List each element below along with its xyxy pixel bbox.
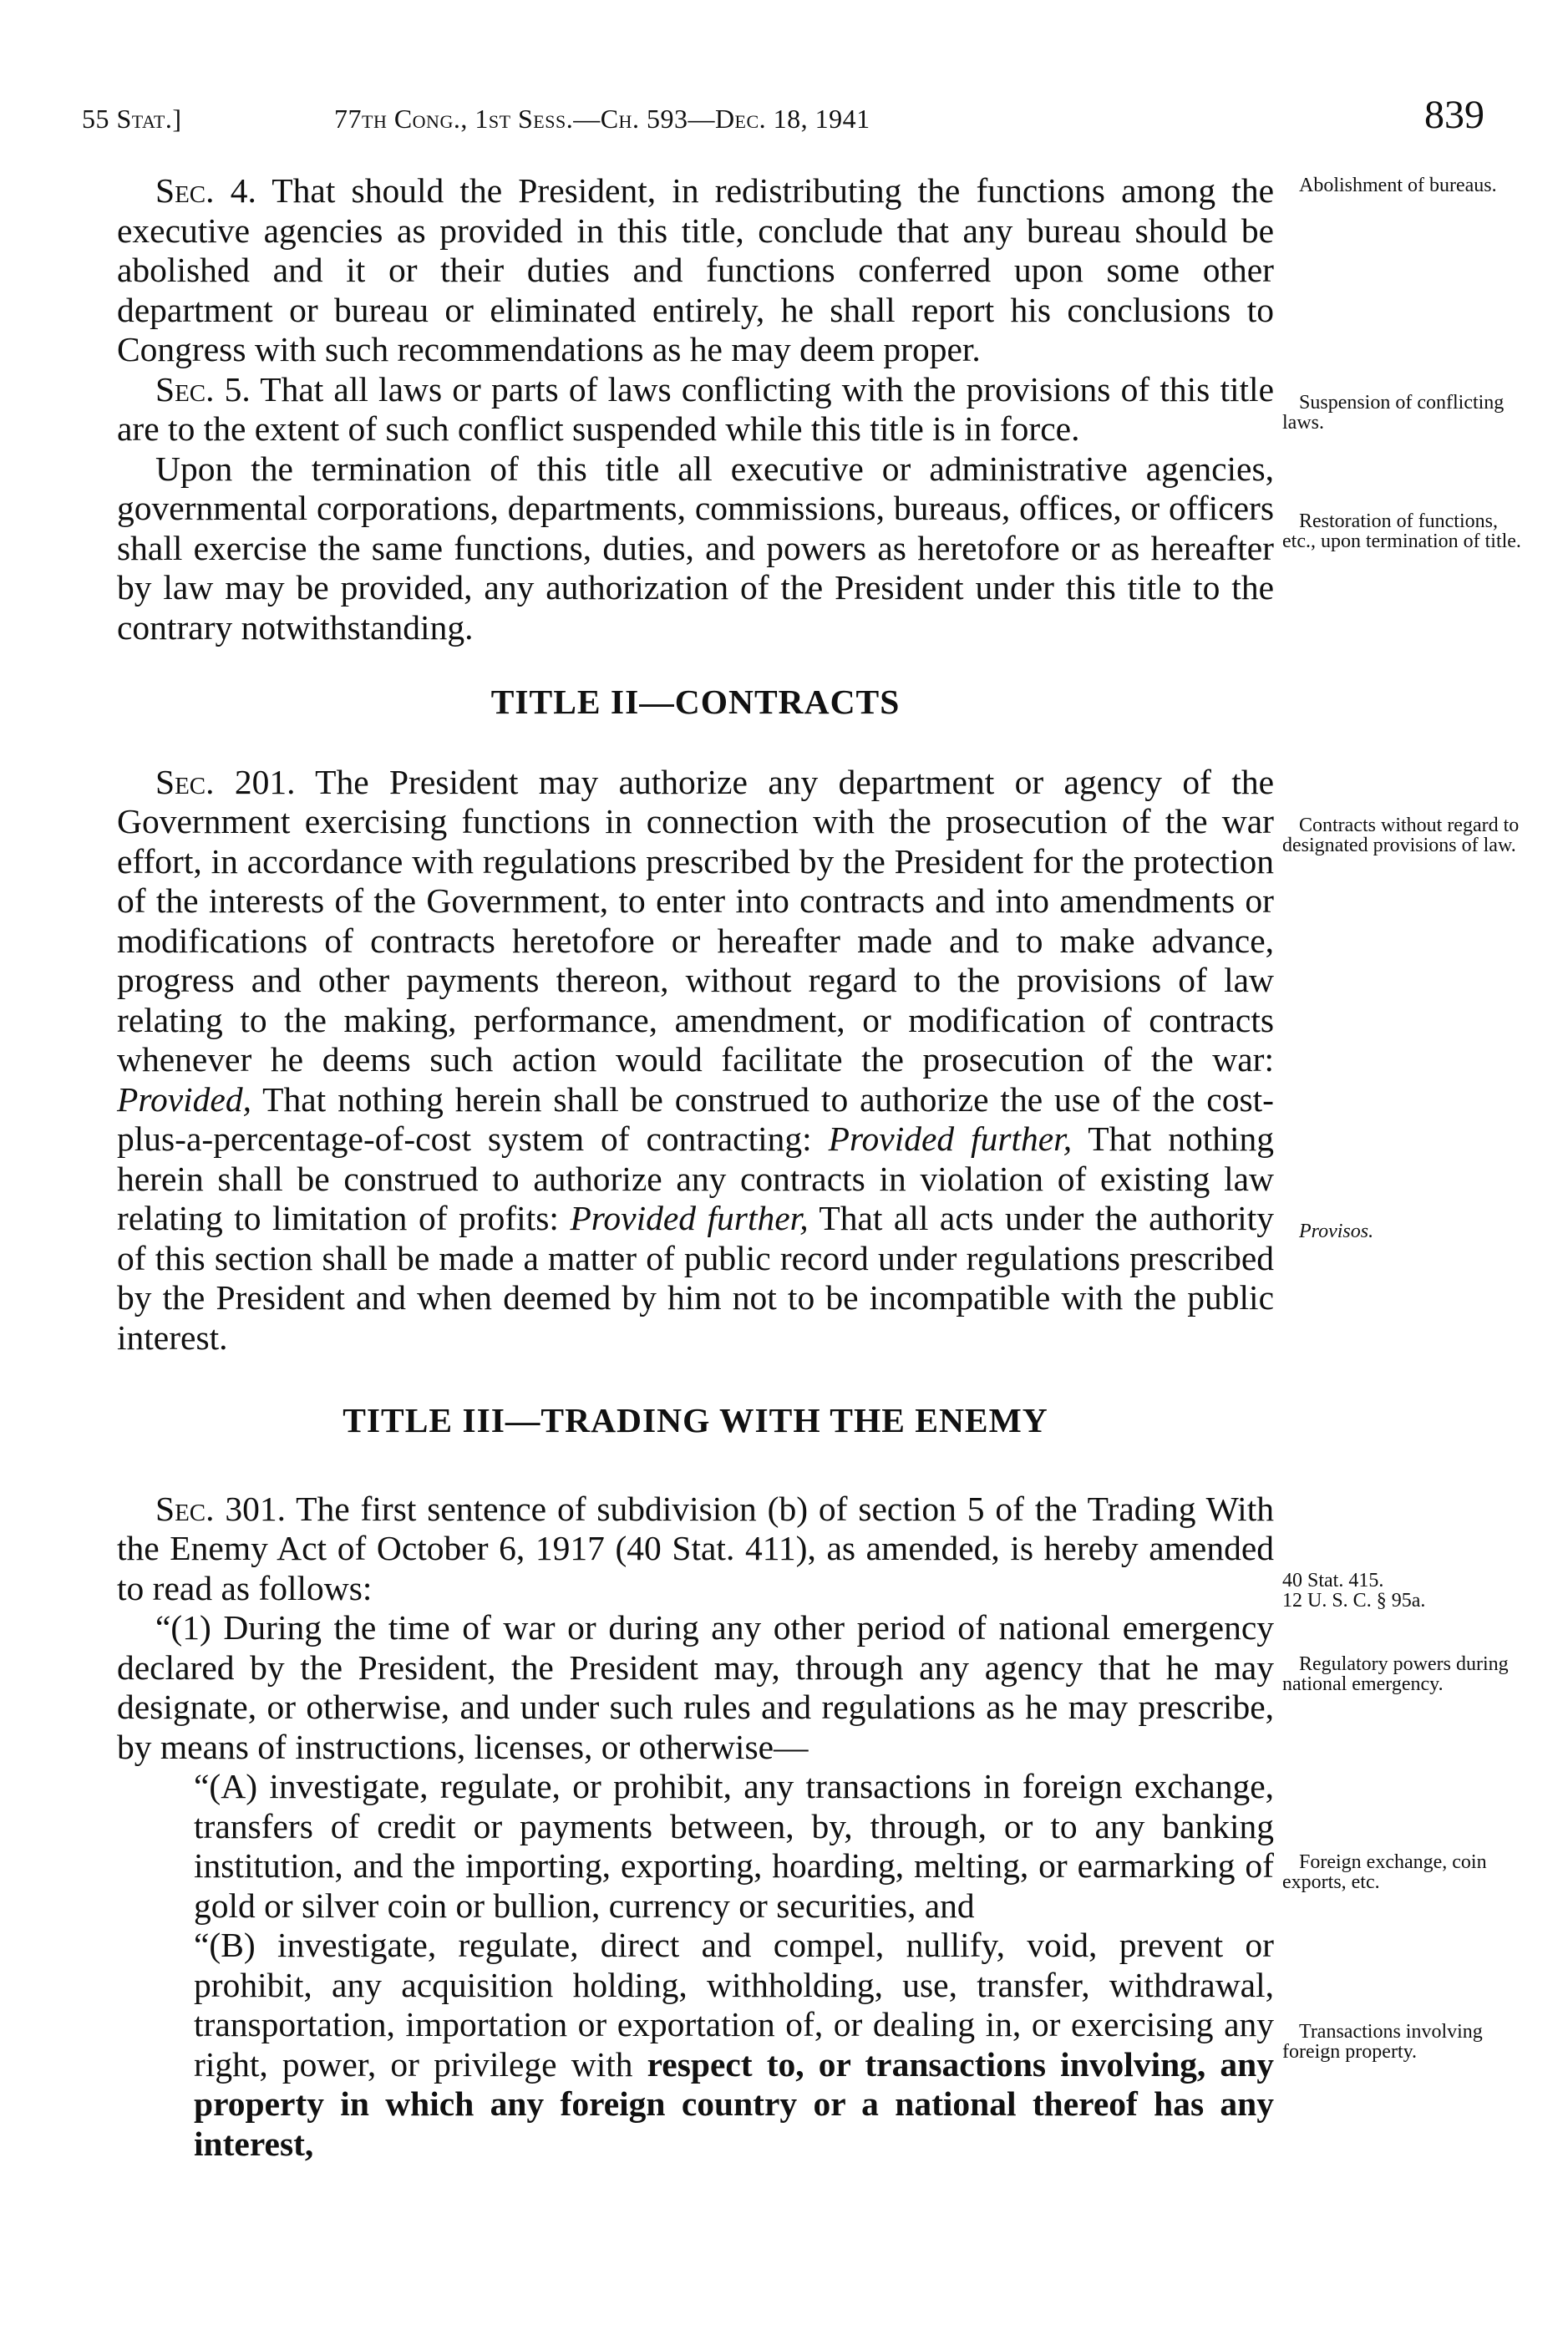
margin-note-suspension: Suspension of conflicting laws. [1282,392,1505,434]
paragraph-b-text-2: respect to, or transactions involving, any property in which any foreign country or a national thereof has any interest, [194,2044,1275,2163]
header-session: 77th Cong., 1st Sess.—Ch. 593—Dec. 18, 1941 [334,104,870,134]
termination-paragraph: Upon the termination of this title all executive or administrative agencies, governmental corporations, departments, commissions, bureaus, offices, or officers shall exercise the same functions, duties, and powers as heretofore or as hereafter by law may be provided, any authorization of the President under this title to the contrary notwithstanding. [117,449,1274,647]
margin-note-provisos: Provisos. [1299,1221,1374,1242]
proviso-2: Provided further, [828,1119,1073,1158]
proviso-1: Provided, [117,1079,251,1119]
margin-note-regulatory: Regulatory powers during national emergency. [1282,1653,1509,1695]
section-201-text-3: That nothing herein shall be construed to authorize any contracts in violation of existing law relating to limitation of profits: [117,1119,1275,1237]
paragraph-b-text-1: “(B) investigate, regulate, direct and compel, nullify, void, prevent or prohibit, any acquisition holding, withholding, use, transfer, withdrawal, transportation, importation or exportation of, or dealing in, or exercising any right, power, or privilege with [194,1926,1274,2084]
section-5-label: Sec. 5. [155,369,251,409]
section-201 [117,763,1274,1358]
margin-note-foreign-exchange: Foreign exchange, coin exports, etc. [1282,1851,1487,1893]
section-4-text: That should the President, in redistributing the functions among the executive agencies as provided in this title, conclude that any bureau should be abolished and it or their duties and functions conferred upon some other department or bureau or eliminated entirely, he shall report his conclusions to Congress with such recommendations as he may deem proper. [117,171,1274,368]
section-301-text: The first sentence of subdivision (b) of section 5 of the Trading With the Enemy Act of October 6, 1917 (40 Stat. 411), as amended, is hereby amended to read as follows: [117,1489,1274,1607]
margin-note-citation [1282,1571,1533,1611]
section-201-text-4: That all acts under the authority of this section shall be made a matter of public record under regulations prescribed by the President and when deemed by him not to be incompatible with the public interest. [117,1199,1274,1357]
section-301-label: Sec. 301. [155,1489,287,1528]
section-201-text-1: The President may authorize any department or agency of the Government exercising functions in connection with the prosecution of the war effort, in accordance with regulations prescribed by the President for the protection of the interests of the Government, to enter into contracts and into amendments or modifications of contracts heretofore or hereafter made and to make advance, progress and other payments thereon, without regard to the provisions of law relating to the making, performance, amendment, or modification of contracts whenever he deems such action would facilitate the prosecution of the war: [117,762,1274,1079]
paragraph-a: “(A) investigate, regulate, or prohibit, any transactions in foreign exchange, transfers of credit or payments between, by, through, or to any banking institution, and the importing, exporting, hoarding, melting, or earmarking of gold or silver coin or bullion, currency or securities, and [194,1767,1274,1925]
margin-note-contracts: Contracts without regard to designated provisions of law. [1282,815,1520,856]
margin-note-transactions: Transactions involving foreign property. [1282,2021,1483,2063]
section-201-text-2: That nothing herein shall be construed to authorize the use of the cost-plus-a-percentage-of-cost system of contracting: [117,1079,1274,1158]
main-text [117,171,1274,2164]
section-4-label: Sec. 4. [155,171,256,210]
title-3-heading: TITLE III—TRADING WITH THE ENEMY [343,1401,1048,1439]
paragraph-1: “(1) During the time of war or during any other period of national emergency declared by the President, the President may, through any agency that he may designate, or otherwise, and under such rules and regulations as he may prescribe, by means of instructions, licenses, or otherwise— [117,1608,1274,1766]
section-5 [117,370,1274,449]
running-header [82,92,1484,159]
margin-note-restoration: Restoration of functions, etc., upon termination of title. [1282,510,1521,552]
header-volume: 55 Stat.] [82,104,182,134]
section-5-text: That all laws or parts of laws conflicting with the provisions of this title are to the extent of such conflict suspended while this title is in force. [117,369,1274,448]
margin-note-abolishment: Abolishment of bureaus. [1299,175,1497,196]
section-4 [117,171,1274,370]
section-301 [117,1490,1274,1609]
title-2-heading: TITLE II—CONTRACTS [490,683,901,721]
paragraph-b [117,1926,1274,2164]
proviso-3: Provided further, [570,1199,809,1237]
citation-stat: 40 Stat. 415. [1282,1570,1384,1591]
page-number: 839 [1424,93,1484,137]
citation-usc: 12 U. S. C. § 95a. [1282,1590,1426,1612]
section-201-label: Sec. 201. [155,762,296,801]
